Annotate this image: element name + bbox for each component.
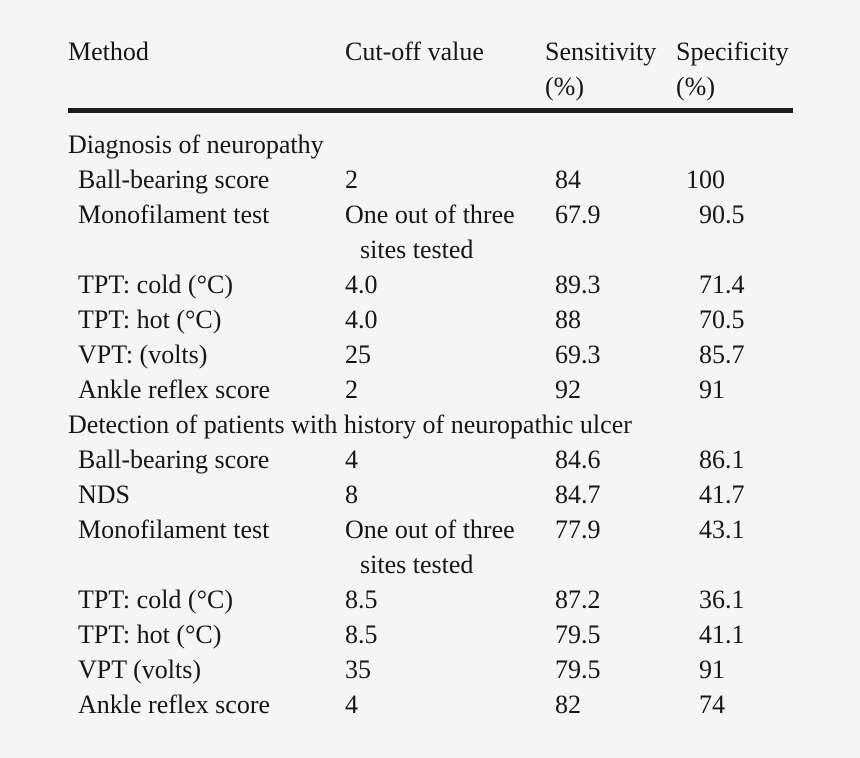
col-header-specificity-unit: (%): [676, 72, 715, 101]
col-header-cutoff: Cut-off value: [345, 37, 484, 66]
method-cell: VPT: (volts): [78, 340, 208, 369]
cutoff-line: One out of three: [345, 515, 515, 544]
sensitivity-cell: 84.6: [555, 445, 601, 474]
cutoff-line: 8.5: [345, 620, 378, 649]
cutoff-line: 4: [345, 445, 358, 474]
specificity-int: 100: [686, 165, 725, 194]
section-title: Detection of patients with history of neuropathic ulcer: [68, 410, 632, 439]
cutoff-line: 35: [345, 655, 371, 684]
specificity-cell: [676, 197, 793, 267]
cutoff-cell: [345, 512, 545, 582]
specificity-frac: .5: [725, 200, 745, 229]
method-cell: Ankle reflex score: [78, 375, 271, 404]
sensitivity-cell: 69.3: [555, 340, 601, 369]
table-header-row: [68, 34, 793, 104]
sensitivity-cell: 84: [555, 165, 581, 194]
cutoff-line: One out of three: [345, 200, 515, 229]
cutoff-cell: [345, 442, 545, 477]
header-rule: [68, 108, 793, 113]
table-row: [68, 477, 793, 512]
col-header-method: Method: [68, 37, 149, 66]
specificity-cell: [676, 162, 793, 197]
cutoff-line: sites tested: [360, 235, 474, 264]
specificity-cell: [676, 337, 793, 372]
table-row: [68, 617, 793, 652]
table-row: [68, 302, 793, 337]
method-cell: TPT: cold (°C): [78, 585, 233, 614]
sensitivity-cell: 67.9: [555, 200, 601, 229]
specificity-int: 70: [699, 305, 725, 334]
specificity-int: 43: [699, 515, 725, 544]
specificity-int: 41: [699, 480, 725, 509]
specificity-frac: .1: [725, 445, 745, 474]
cutoff-cell: [345, 162, 545, 197]
cutoff-cell: [345, 477, 545, 512]
cutoff-cell: [345, 617, 545, 652]
cutoff-line: 2: [345, 375, 358, 404]
table-row: [68, 582, 793, 617]
specificity-int: 74: [699, 690, 725, 719]
sensitivity-cell: 77.9: [555, 515, 601, 544]
cutoff-cell: [345, 302, 545, 337]
table-body: [68, 127, 793, 722]
specificity-cell: [676, 652, 793, 687]
cutoff-cell: [345, 582, 545, 617]
specificity-frac: .4: [725, 270, 745, 299]
method-cell: Ball-bearing score: [78, 445, 270, 474]
specificity-frac: .7: [725, 480, 745, 509]
specificity-int: 36: [699, 585, 725, 614]
specificity-int: 85: [699, 340, 725, 369]
specificity-cell: [676, 302, 793, 337]
specificity-cell: [676, 512, 793, 582]
method-cell: TPT: cold (°C): [78, 270, 233, 299]
sensitivity-cell: 79.5: [555, 655, 601, 684]
col-header-specificity: [676, 34, 793, 104]
cutoff-cell: [345, 337, 545, 372]
table-row: [68, 512, 793, 582]
table-row: [68, 687, 793, 722]
cutoff-cell: [345, 652, 545, 687]
diagnostic-table: [68, 34, 793, 722]
table-row: [68, 267, 793, 302]
table-row: [68, 337, 793, 372]
specificity-int: 41: [699, 620, 725, 649]
cutoff-line: 8: [345, 480, 358, 509]
method-cell: NDS: [78, 480, 131, 509]
method-cell: TPT: hot (°C): [78, 620, 222, 649]
cutoff-line: 4: [345, 690, 358, 719]
sensitivity-cell: 87.2: [555, 585, 601, 614]
method-cell: Ball-bearing score: [78, 165, 270, 194]
table-row: [68, 652, 793, 687]
cutoff-line: 4.0: [345, 305, 378, 334]
method-cell: TPT: hot (°C): [78, 305, 222, 334]
method-cell: Monofilament test: [78, 515, 270, 544]
method-cell: Ankle reflex score: [78, 690, 271, 719]
method-cell: VPT (volts): [78, 655, 202, 684]
table-row: [68, 197, 793, 267]
cutoff-line: 2: [345, 165, 358, 194]
specificity-int: 90: [699, 200, 725, 229]
specificity-frac: .1: [725, 620, 745, 649]
cutoff-cell: [345, 197, 545, 267]
sensitivity-cell: 82: [555, 690, 581, 719]
cutoff-line: 25: [345, 340, 371, 369]
specificity-int: 91: [699, 655, 725, 684]
cutoff-line: sites tested: [360, 550, 474, 579]
method-cell: Monofilament test: [78, 200, 270, 229]
sensitivity-cell: 79.5: [555, 620, 601, 649]
specificity-int: 91: [699, 375, 725, 404]
specificity-cell: [676, 372, 793, 407]
table-row: [68, 442, 793, 477]
sensitivity-cell: 88: [555, 305, 581, 334]
specificity-int: 86: [699, 445, 725, 474]
section-title: Diagnosis of neuropathy: [68, 130, 324, 159]
cutoff-cell: [345, 267, 545, 302]
specificity-frac: .1: [725, 515, 745, 544]
specificity-frac: .7: [725, 340, 745, 369]
col-header-sensitivity-unit: (%): [545, 72, 584, 101]
cutoff-cell: [345, 687, 545, 722]
specificity-cell: [676, 582, 793, 617]
specificity-cell: [676, 442, 793, 477]
cutoff-line: 4.0: [345, 270, 378, 299]
specificity-frac: .1: [725, 585, 745, 614]
specificity-cell: [676, 477, 793, 512]
col-header-specificity-label: Specificity: [676, 37, 789, 66]
col-header-sensitivity-label: Sensitivity: [545, 37, 657, 66]
specificity-frac: .5: [725, 305, 745, 334]
sensitivity-cell: 84.7: [555, 480, 601, 509]
table-row: [68, 162, 793, 197]
specificity-cell: [676, 617, 793, 652]
table-row: [68, 372, 793, 407]
cutoff-cell: [345, 372, 545, 407]
sensitivity-cell: 92: [555, 375, 581, 404]
sensitivity-cell: 89.3: [555, 270, 601, 299]
specificity-int: 71: [699, 270, 725, 299]
specificity-cell: [676, 267, 793, 302]
cutoff-line: 8.5: [345, 585, 378, 614]
specificity-cell: [676, 687, 793, 722]
col-header-sensitivity: [545, 34, 676, 104]
